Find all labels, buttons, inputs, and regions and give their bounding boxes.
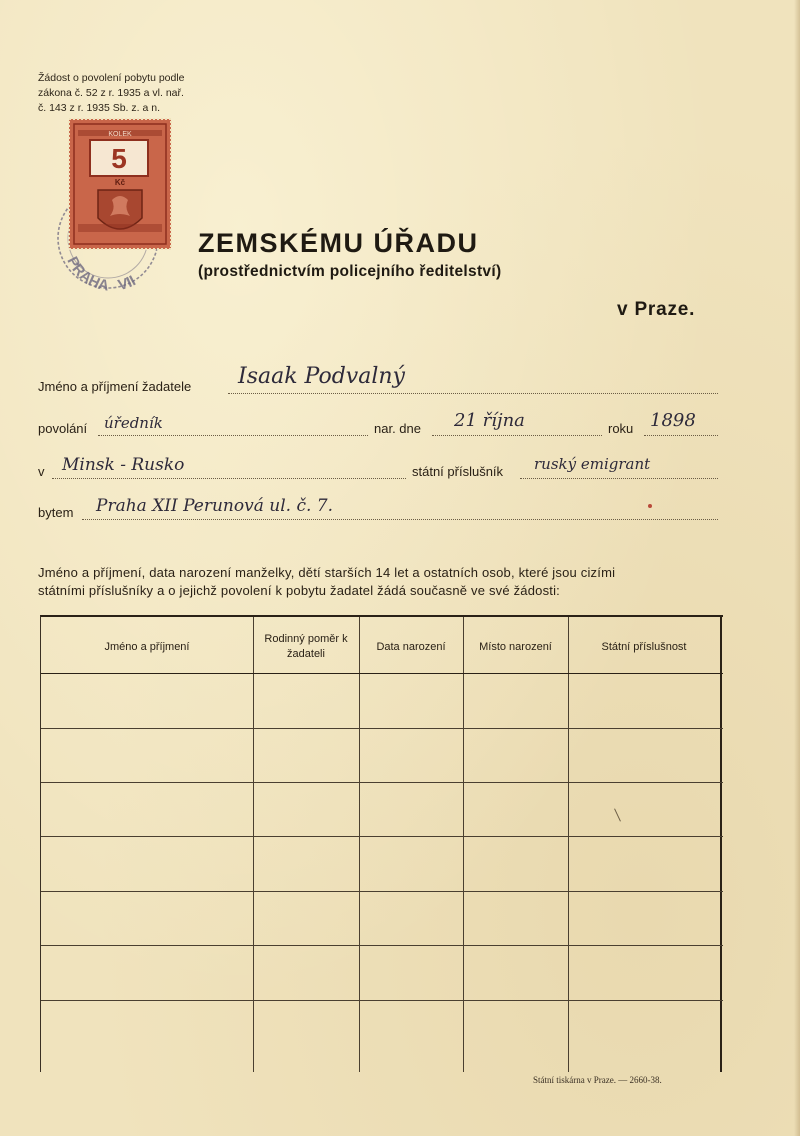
table-column-divider xyxy=(253,617,254,1072)
applicant-name-line xyxy=(228,393,718,394)
applicant-name-value[interactable]: Isaak Podvalný xyxy=(238,364,405,389)
citizenship-value[interactable]: ruský emigrant xyxy=(534,455,651,473)
birth-year-line xyxy=(644,435,718,436)
birth-date-label: nar. dne xyxy=(374,421,421,436)
birth-year-label: roku xyxy=(608,421,634,436)
ink-speck xyxy=(648,504,652,508)
postmark-number: VII xyxy=(116,272,139,295)
table-right-border xyxy=(720,617,722,1072)
table-column-divider xyxy=(568,617,569,1072)
form-reference-line-2: zákona č. 52 z r. 1935 a vl. nař. xyxy=(38,87,184,99)
birth-date-value[interactable]: 21 října xyxy=(454,410,525,431)
table-row[interactable] xyxy=(41,945,723,946)
postmark-text: PRAHA xyxy=(63,253,110,295)
document-city: v Praze. xyxy=(617,299,696,320)
birth-date-line xyxy=(432,435,602,436)
printer-imprint: Státní tiskárna v Praze. — 2660-38. xyxy=(533,1075,662,1085)
form-reference-line-3: č. 143 z r. 1935 Sb. z. a n. xyxy=(38,102,160,114)
form-reference-line-1: Žádost o povolení pobytu podle xyxy=(38,72,185,84)
table-row[interactable] xyxy=(41,836,723,837)
occupation-value[interactable]: úředník xyxy=(104,414,163,432)
residence-value[interactable]: Praha XII Perunová ul. č. 7. xyxy=(96,496,334,516)
residence-line xyxy=(82,519,718,520)
applicant-name-label: Jméno a příjmení žadatele xyxy=(38,379,192,394)
dependents-table xyxy=(40,615,723,1072)
svg-text:PRAHA VII xyxy=(63,254,138,295)
form-reference xyxy=(38,71,238,116)
occupation-line xyxy=(98,435,368,436)
table-row[interactable] xyxy=(41,782,723,783)
page-edge-shadow xyxy=(794,0,800,1136)
header-citizenship: Státní příslušnost xyxy=(601,640,687,653)
birth-year-value[interactable]: 1898 xyxy=(650,410,696,431)
document-subtitle: (prostřednictvím policejního ředitelství) xyxy=(198,263,502,280)
header-relationship: Rodinný poměr k žadateli xyxy=(264,633,348,660)
instructions-line-2: státními příslušníky a o jejichž povolení k pobytu žadatel žádá současně ve své žádosti: xyxy=(38,583,560,598)
occupation-label: povolání xyxy=(38,421,88,436)
table-column-divider xyxy=(359,617,360,1072)
header-birth-date: Data narození xyxy=(376,640,446,653)
stamp-unit: Kč xyxy=(114,178,126,187)
stamp-top-text: KOLEK xyxy=(108,131,132,138)
residence-label: bytem xyxy=(38,505,74,520)
birth-place-value[interactable]: Minsk - Rusko xyxy=(62,455,185,475)
citizenship-label: státní příslušník xyxy=(412,464,504,479)
revenue-stamp-icon xyxy=(68,118,172,250)
table-row[interactable] xyxy=(41,728,723,729)
table-row[interactable] xyxy=(41,1000,723,1001)
birth-place-label: v xyxy=(38,464,45,479)
stamp-value: 5 xyxy=(111,143,127,174)
table-column-divider xyxy=(463,617,464,1072)
header-name: Jméno a příjmení xyxy=(104,640,190,653)
table-row[interactable] xyxy=(41,891,723,892)
document-title: ZEMSKÉMU ÚŘADU xyxy=(198,228,479,258)
instructions-line-1: Jméno a příjmení, data narození manželky, dětí starších 14 let a ostatních osob, které jsou cizími xyxy=(38,565,616,580)
birth-place-line xyxy=(52,478,406,479)
table-header-divider xyxy=(41,673,723,674)
citizenship-line xyxy=(520,478,718,479)
header-birth-place: Místo narození xyxy=(479,640,552,653)
dependents-instructions xyxy=(38,564,728,600)
